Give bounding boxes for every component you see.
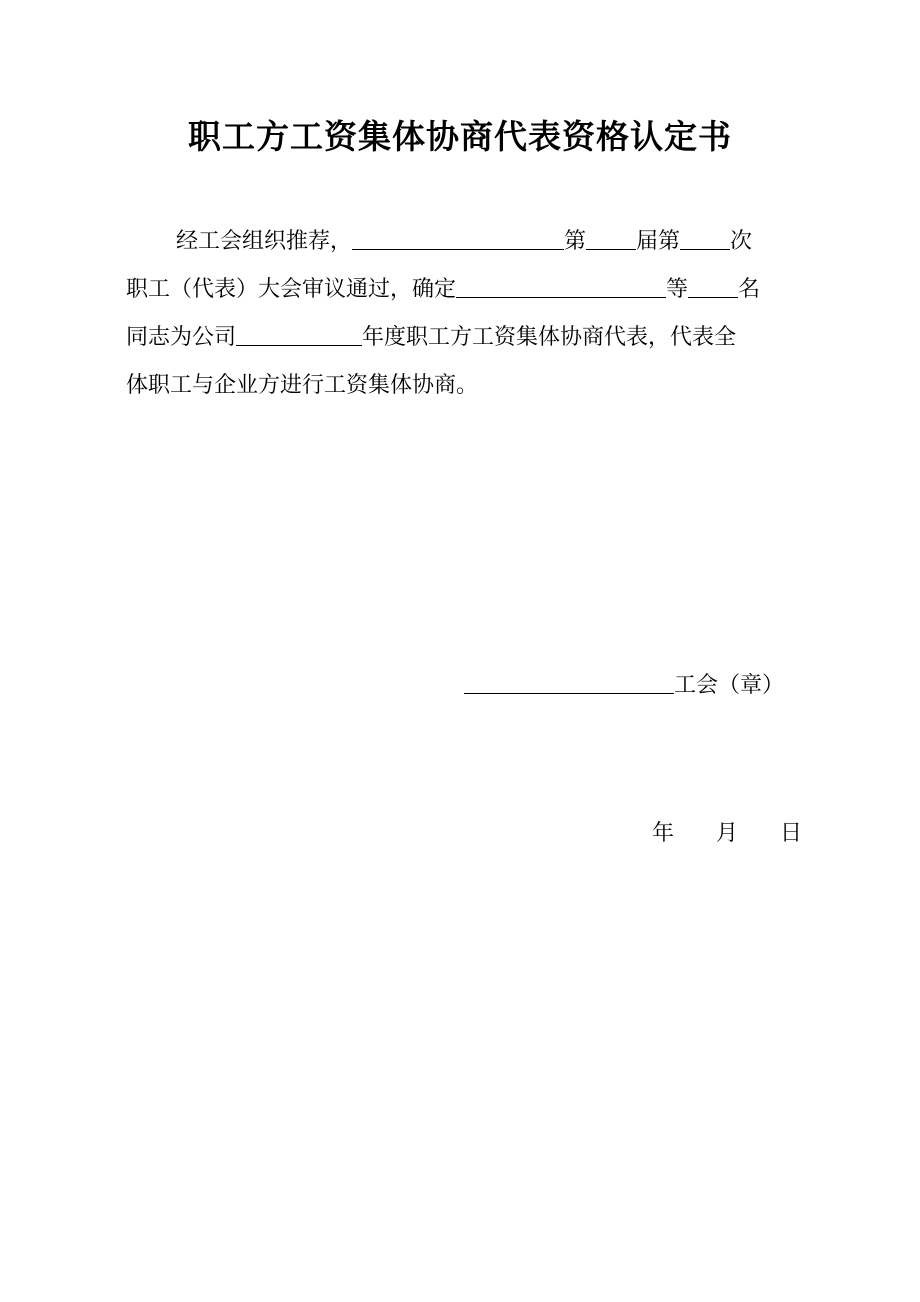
date-month-label: 月 — [716, 821, 739, 846]
document-title: 职工方工资集体协商代表资格认定书 — [188, 117, 732, 156]
paragraph-line-3 — [126, 314, 806, 362]
meeting-number-blank[interactable] — [680, 227, 730, 250]
union-stamp-label: 工会（章） — [674, 673, 785, 698]
date-day-label: 日 — [780, 821, 803, 846]
paragraph-line-2 — [126, 266, 806, 314]
purpose-text: 体职工与企业方进行工资集体协商。 — [126, 373, 479, 398]
count-unit-text: 名 — [738, 277, 761, 302]
meeting-suffix-text: 次 — [730, 229, 753, 254]
date-year-label: 年 — [652, 821, 675, 846]
session-prefix-text: 第 — [564, 229, 587, 254]
etc-text: 等 — [666, 277, 689, 302]
representative-count-blank[interactable] — [688, 275, 738, 298]
paragraph-line-4 — [126, 362, 806, 410]
representative-names-blank[interactable] — [456, 275, 666, 298]
role-text: 年度职工方工资集体协商代表，代表全 — [362, 325, 737, 350]
union-stamp-line — [464, 664, 784, 708]
session-number-blank[interactable] — [586, 227, 636, 250]
meeting-prefix-text: 届第 — [636, 229, 681, 254]
recommend-text: 经工会组织推荐， — [176, 229, 353, 254]
union-name-blank[interactable] — [352, 227, 564, 250]
paragraph-line-1 — [126, 218, 806, 266]
company-prefix-text: 同志为公司 — [126, 325, 237, 350]
year-blank[interactable] — [236, 323, 362, 346]
approval-text: 职工（代表）大会审议通过，确定 — [126, 277, 457, 302]
date-line — [652, 812, 802, 856]
union-stamp-blank[interactable] — [464, 671, 674, 694]
body-paragraph — [126, 218, 806, 410]
